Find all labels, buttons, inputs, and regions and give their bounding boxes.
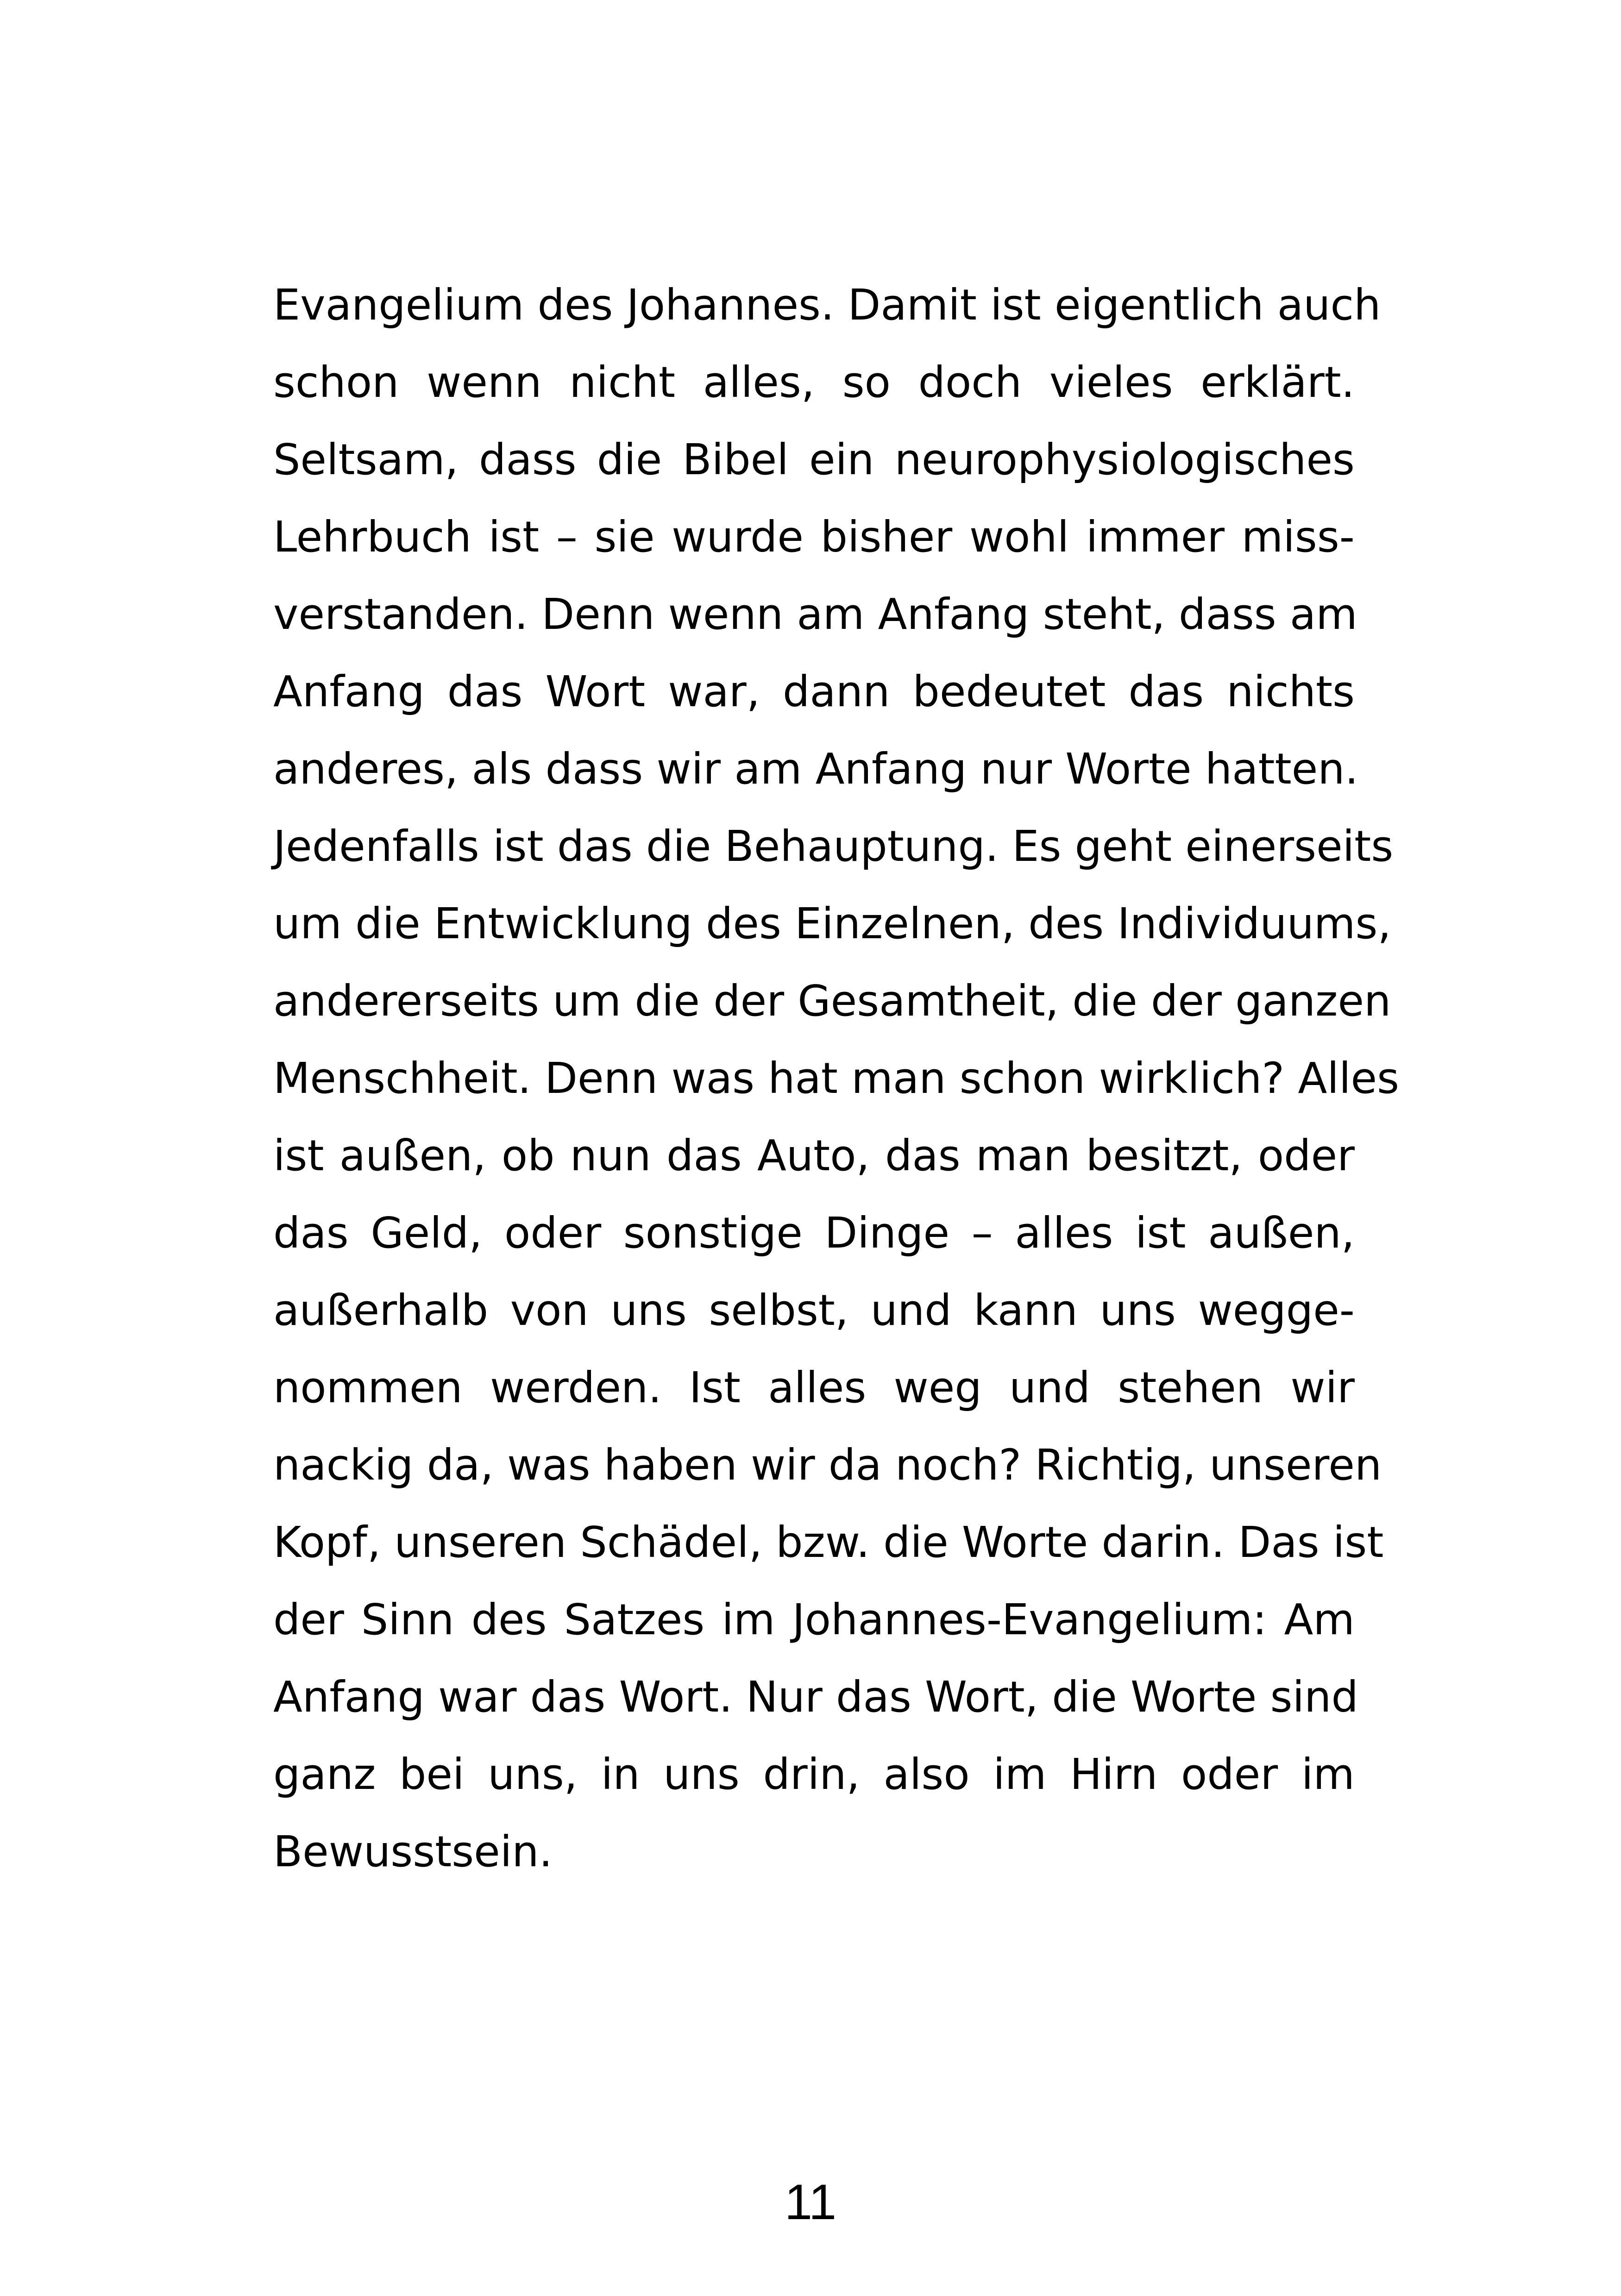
- text-line: Anfang das Wort war, dann bedeutet das nichts: [273, 667, 1355, 716]
- text-line: Seltsam, dass die Bibel ein neurophysiologisches: [273, 435, 1355, 484]
- text-line: außerhalb von uns selbst, und kann uns wegge-: [273, 1286, 1355, 1335]
- text-line: Kopf, unseren Schädel, bzw. die Worte darin. Das ist: [273, 1518, 1384, 1567]
- text-line: andererseits um die der Gesamtheit, die der ganzen: [273, 976, 1391, 1026]
- text-line-last: Bewusstsein.: [273, 1827, 553, 1876]
- text-line: der Sinn des Satzes im Johannes-Evangelium: Am: [273, 1595, 1355, 1644]
- text-line: Evangelium des Johannes. Damit ist eigentlich auch: [273, 280, 1381, 330]
- text-line: verstanden. Denn wenn am Anfang steht, dass am: [273, 590, 1357, 639]
- page-number: 11: [784, 2174, 837, 2230]
- text-line: nommen werden. Ist alles weg und stehen wir: [273, 1363, 1355, 1412]
- text-line: Menschheit. Denn was hat man schon wirklich? Alles: [273, 1054, 1400, 1103]
- text-line: Lehrbuch ist – sie wurde bisher wohl immer miss-: [273, 512, 1355, 562]
- text-line: nackig da, was haben wir da noch? Richtig, unseren: [273, 1440, 1382, 1490]
- body-text: [273, 266, 1400, 1890]
- text-line: schon wenn nicht alles, so doch vieles erklärt.: [273, 358, 1355, 407]
- text-line: das Geld, oder sonstige Dinge – alles ist außen,: [273, 1208, 1355, 1258]
- text-line: um die Entwicklung des Einzelnen, des Individuums,: [273, 899, 1391, 948]
- text-line: ist außen, ob nun das Auto, das man besitzt, oder: [273, 1131, 1355, 1180]
- text-line: Jedenfalls ist das die Behauptung. Es geht einerseits: [273, 822, 1394, 871]
- text-line: anderes, als dass wir am Anfang nur Worte hatten.: [273, 744, 1358, 794]
- text-line: Anfang war das Wort. Nur das Wort, die Worte sind: [273, 1672, 1358, 1722]
- text-line: ganz bei uns, in uns drin, also im Hirn oder im: [273, 1750, 1355, 1799]
